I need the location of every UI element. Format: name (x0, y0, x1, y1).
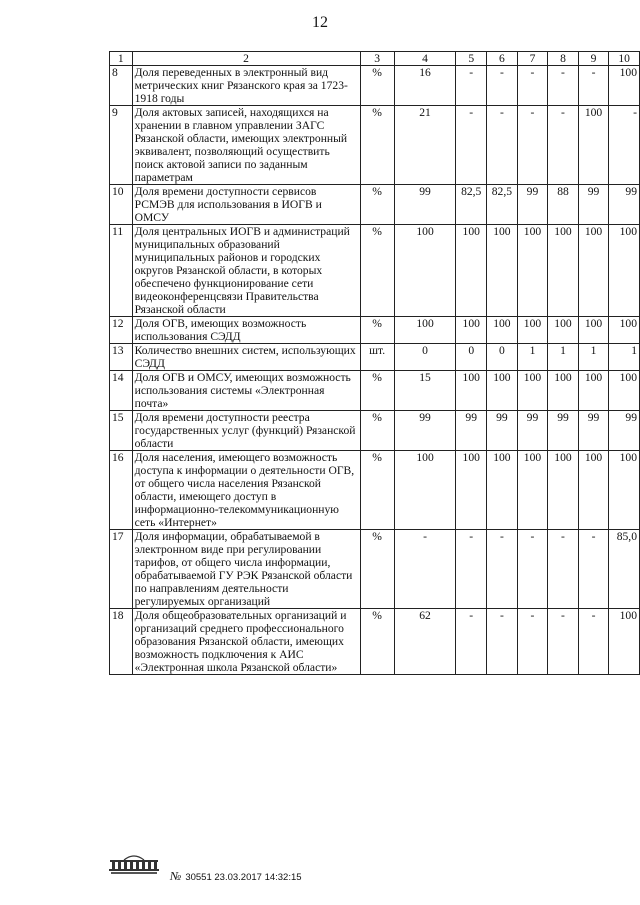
table-body (110, 52, 640, 675)
header-cell-6: 6 (487, 52, 518, 66)
value-cell: 99 (609, 185, 640, 225)
value-cell: 100 (548, 371, 579, 411)
unit-cell: % (360, 106, 394, 185)
header-cell-2: 2 (132, 52, 360, 66)
value-cell: 100 (394, 451, 456, 530)
registration-footer (108, 853, 408, 893)
value-cell: 100 (487, 371, 518, 411)
value-cell: - (456, 66, 487, 106)
value-cell: 88 (548, 185, 579, 225)
value-cell: 99 (578, 411, 609, 451)
value-cell: 85,0 (609, 530, 640, 609)
row-number: 12 (110, 317, 133, 344)
unit-cell: шт. (360, 344, 394, 371)
table-row (110, 225, 640, 317)
table-row (110, 344, 640, 371)
number-sign: № (170, 869, 182, 883)
value-cell: 100 (609, 225, 640, 317)
value-cell: 100 (548, 451, 579, 530)
row-number: 17 (110, 530, 133, 609)
value-cell: 99 (487, 411, 518, 451)
value-cell: 100 (487, 451, 518, 530)
value-cell: 99 (517, 185, 548, 225)
value-cell: 0 (456, 344, 487, 371)
value-cell: 99 (609, 411, 640, 451)
value-cell: 100 (517, 451, 548, 530)
indicator-name: Доля времени доступности сервисов РСМЭВ для использования в ИОГВ и ОМСУ (132, 185, 360, 225)
value-cell: - (517, 106, 548, 185)
header-cell-10: 10 (609, 52, 640, 66)
value-cell: 99 (456, 411, 487, 451)
value-cell: 100 (517, 225, 548, 317)
row-number: 14 (110, 371, 133, 411)
value-cell: - (456, 106, 487, 185)
value-cell: 100 (456, 451, 487, 530)
value-cell: - (578, 609, 609, 675)
indicator-name: Доля актовых записей, находящихся на хранении в главном управлении ЗАГС Рязанской области, имеющих электронный эквивалент, позволяющий осуществить поиск актовой записи по заданным параметрам (132, 106, 360, 185)
value-cell: 62 (394, 609, 456, 675)
unit-cell: % (360, 530, 394, 609)
header-cell-9: 9 (578, 52, 609, 66)
value-cell: 100 (487, 317, 518, 344)
value-cell: 100 (394, 225, 456, 317)
indicator-name: Доля времени доступности реестра государственных услуг (функций) Рязанской области (132, 411, 360, 451)
value-cell: 100 (394, 317, 456, 344)
government-building-stamp-icon (108, 853, 160, 875)
indicator-name: Доля общеобразовательных организаций и организаций среднего профессионального образования Рязанской области, имеющих возможность подключения к АИС «Электронная школа Рязанской области» (132, 609, 360, 675)
indicator-name: Доля переведенных в электронный вид метрических книг Рязанского края за 1723-1918 годы (132, 66, 360, 106)
value-cell: - (456, 530, 487, 609)
header-cell-8: 8 (548, 52, 579, 66)
value-cell: 100 (609, 451, 640, 530)
row-number: 15 (110, 411, 133, 451)
unit-cell: % (360, 609, 394, 675)
value-cell: - (394, 530, 456, 609)
header-cell-3: 3 (360, 52, 394, 66)
value-cell: 99 (548, 411, 579, 451)
unit-cell: % (360, 225, 394, 317)
row-number: 16 (110, 451, 133, 530)
row-number: 13 (110, 344, 133, 371)
indicator-name: Доля центральных ИОГВ и администраций муниципальных образований муниципальных районов и городских округов Рязанской области, в которых обеспечено функционирование сети видеоконференцсвязи Правительства Рязанской области (132, 225, 360, 317)
table-row (110, 530, 640, 609)
row-number: 10 (110, 185, 133, 225)
registration-number: 30551 23.03.2017 14:32:15 (185, 872, 302, 883)
indicator-name: Доля населения, имеющего возможность доступа к информации о деятельности ОГВ, от общего числа населения Рязанской области, имеющего доступ в информационно-телекоммуникационную сеть «Интернет» (132, 451, 360, 530)
value-cell: 100 (517, 317, 548, 344)
value-cell: - (548, 609, 579, 675)
registration-stamp (170, 869, 302, 884)
value-cell: - (548, 106, 579, 185)
value-cell: 100 (578, 371, 609, 411)
value-cell: 100 (609, 66, 640, 106)
value-cell: - (548, 530, 579, 609)
table-row (110, 106, 640, 185)
value-cell: 100 (548, 225, 579, 317)
row-number: 8 (110, 66, 133, 106)
header-cell-4: 4 (394, 52, 456, 66)
table-row (110, 185, 640, 225)
value-cell: 100 (578, 225, 609, 317)
value-cell: - (517, 66, 548, 106)
value-cell: 15 (394, 371, 456, 411)
value-cell: 1 (517, 344, 548, 371)
table-header-row (110, 52, 640, 66)
value-cell: - (609, 106, 640, 185)
value-cell: - (487, 609, 518, 675)
page-number: 12 (312, 14, 328, 31)
unit-cell: % (360, 371, 394, 411)
table-row (110, 371, 640, 411)
value-cell: 100 (578, 317, 609, 344)
value-cell: 99 (394, 411, 456, 451)
value-cell: - (548, 66, 579, 106)
value-cell: 1 (609, 344, 640, 371)
unit-cell: % (360, 185, 394, 225)
value-cell: 100 (609, 609, 640, 675)
value-cell: 100 (548, 317, 579, 344)
indicator-name: Доля ОГВ, имеющих возможность использования СЭДД (132, 317, 360, 344)
value-cell: - (517, 530, 548, 609)
value-cell: 100 (517, 371, 548, 411)
unit-cell: % (360, 317, 394, 344)
value-cell: - (578, 530, 609, 609)
value-cell: - (456, 609, 487, 675)
value-cell: 82,5 (456, 185, 487, 225)
header-cell-1: 1 (110, 52, 133, 66)
indicator-name: Доля ОГВ и ОМСУ, имеющих возможность использования системы «Электронная почта» (132, 371, 360, 411)
value-cell: - (487, 530, 518, 609)
value-cell: 100 (456, 225, 487, 317)
value-cell: 1 (578, 344, 609, 371)
value-cell: 100 (578, 106, 609, 185)
row-number: 18 (110, 609, 133, 675)
value-cell: 1 (548, 344, 579, 371)
value-cell: 100 (487, 225, 518, 317)
value-cell: 0 (487, 344, 518, 371)
value-cell: 99 (578, 185, 609, 225)
value-cell: - (487, 66, 518, 106)
header-cell-7: 7 (517, 52, 548, 66)
indicator-name: Количество внешних систем, использующих СЭДД (132, 344, 360, 371)
table-row (110, 66, 640, 106)
table-row (110, 609, 640, 675)
value-cell: 100 (578, 451, 609, 530)
value-cell: 100 (456, 317, 487, 344)
value-cell: 99 (394, 185, 456, 225)
value-cell: 99 (517, 411, 548, 451)
value-cell: 100 (609, 317, 640, 344)
row-number: 9 (110, 106, 133, 185)
value-cell: 16 (394, 66, 456, 106)
value-cell: - (578, 66, 609, 106)
value-cell: 82,5 (487, 185, 518, 225)
indicators-table (109, 51, 640, 675)
row-number: 11 (110, 225, 133, 317)
header-cell-5: 5 (456, 52, 487, 66)
table-row (110, 451, 640, 530)
value-cell: 0 (394, 344, 456, 371)
table-row (110, 411, 640, 451)
unit-cell: % (360, 451, 394, 530)
unit-cell: % (360, 66, 394, 106)
unit-cell: % (360, 411, 394, 451)
value-cell: - (517, 609, 548, 675)
indicator-name: Доля информации, обрабатываемой в электронном виде при регулировании тарифов, от общего числа информации, обрабатываемой ГУ РЭК Рязанской области по направлениям деятельности регулируемых организаций (132, 530, 360, 609)
value-cell: 21 (394, 106, 456, 185)
value-cell: - (487, 106, 518, 185)
table-row (110, 317, 640, 344)
value-cell: 100 (456, 371, 487, 411)
value-cell: 100 (609, 371, 640, 411)
